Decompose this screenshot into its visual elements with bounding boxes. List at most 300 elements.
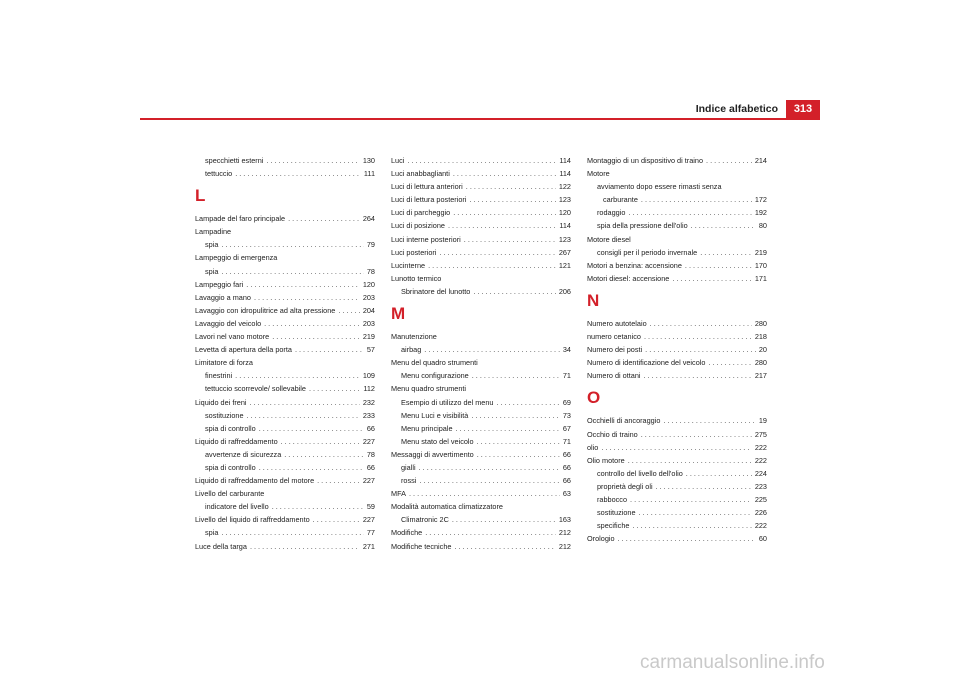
entry-page: 206 — [558, 286, 571, 296]
entry-term: spia — [205, 266, 219, 276]
index-entry — [195, 251, 375, 264]
entry-page: 227 — [362, 436, 375, 446]
entry-term: Luci di parcheggio — [391, 208, 451, 218]
index-entry — [587, 167, 767, 180]
entry-term: Levetta di apertura della porta — [195, 345, 292, 355]
entry-page: 66 — [562, 462, 571, 472]
entry-page: 171 — [754, 273, 767, 283]
entry-page: 192 — [754, 208, 767, 218]
dot-leader — [477, 448, 560, 461]
index-column-2 — [391, 154, 571, 553]
entry-term: spia della pressione dell'olio — [597, 221, 688, 231]
dot-leader — [254, 291, 360, 304]
entry-term: olio — [587, 442, 599, 452]
entry-term: avvertenze di sicurezza — [205, 449, 282, 459]
index-entry — [195, 513, 375, 526]
dot-leader — [453, 206, 556, 219]
index-entry — [587, 259, 767, 272]
entry-term: Lampade del faro principale — [195, 214, 286, 224]
entry-page: 267 — [558, 247, 571, 257]
dot-leader — [601, 441, 751, 454]
entry-term: spia di controllo — [205, 423, 256, 433]
entry-term: Lavaggio con idropulitrice ad alta pressione — [195, 305, 336, 315]
index-letter-heading: M — [391, 304, 406, 324]
dot-leader — [264, 317, 360, 330]
entry-page: 275 — [754, 429, 767, 439]
index-entry — [195, 343, 375, 356]
dot-leader — [419, 461, 560, 474]
entry-term: Menu configurazione — [401, 371, 469, 381]
dot-leader — [221, 265, 363, 278]
index-entry — [391, 259, 571, 272]
index-entry — [195, 396, 375, 409]
entry-page: 219 — [754, 247, 767, 257]
dot-leader — [295, 343, 364, 356]
index-entry — [391, 330, 571, 343]
index-entry — [195, 278, 375, 291]
header-title: Indice alfabetico — [695, 103, 778, 115]
dot-leader — [439, 246, 555, 259]
index-entry — [391, 382, 571, 395]
entry-term: sostituzione — [205, 410, 244, 420]
entry-page: 114 — [559, 169, 571, 179]
entry-term: Luce della targa — [195, 541, 247, 551]
index-subentry — [587, 467, 767, 480]
entry-page: 67 — [562, 423, 571, 433]
entry-page: 120 — [558, 208, 571, 218]
entry-page: 222 — [754, 455, 767, 465]
entry-page: 66 — [366, 462, 375, 472]
entry-page: 280 — [754, 358, 767, 368]
entry-term: Lavaggio a mano — [195, 292, 251, 302]
entry-page: 78 — [366, 266, 375, 276]
entry-page: 34 — [562, 345, 571, 355]
dot-leader — [650, 317, 752, 330]
entry-term: Motori a benzina: accensione — [587, 260, 682, 270]
index-entry — [391, 356, 571, 369]
dot-leader — [454, 540, 555, 553]
index-entry — [587, 428, 767, 441]
entry-page: 123 — [558, 234, 571, 244]
entry-page: 214 — [754, 156, 767, 165]
entry-term: Numero di identificazione del veicolo — [587, 358, 706, 368]
index-subentry — [195, 154, 375, 167]
entry-term: specchietti esterni — [205, 156, 264, 165]
index-entry — [587, 343, 767, 356]
index-subentry — [587, 206, 767, 219]
entry-page: 233 — [362, 410, 375, 420]
dot-leader — [641, 193, 752, 206]
index-entry — [587, 356, 767, 369]
entry-page: 122 — [558, 182, 571, 192]
index-subentry — [587, 506, 767, 519]
index-subentry — [587, 519, 767, 532]
entry-page: 212 — [558, 528, 571, 538]
dot-leader — [628, 206, 751, 219]
dot-leader — [628, 454, 752, 467]
entry-term: Menu del quadro strumenti — [391, 358, 478, 368]
entry-term: indicatore del livello — [205, 502, 269, 512]
entry-page: 112 — [363, 384, 375, 394]
entry-term: Numero di ottani — [587, 371, 641, 381]
dot-leader — [472, 369, 560, 382]
entry-page: 20 — [758, 345, 767, 355]
entry-page: 130 — [362, 156, 375, 165]
page-number: 313 — [786, 100, 820, 118]
dot-leader — [469, 193, 555, 206]
entry-page: 19 — [758, 416, 767, 426]
entry-term: Menu Luci e visibilità — [401, 410, 469, 420]
index-entry — [587, 414, 767, 427]
index-subentry — [195, 369, 375, 382]
entry-term: avviamento dopo essere rimasti senza — [597, 182, 722, 192]
entry-page: 57 — [366, 345, 375, 355]
index-entry — [391, 167, 571, 180]
dot-leader — [407, 154, 556, 167]
index-subentry — [391, 422, 571, 435]
entry-term: Messaggi di avvertimento — [391, 449, 474, 459]
entry-term: Luci di posizione — [391, 221, 445, 231]
entry-page: 71 — [562, 436, 571, 446]
dot-leader — [266, 154, 359, 167]
index-subentry — [391, 474, 571, 487]
entry-term: Luci di lettura posteriori — [391, 195, 467, 205]
entry-term: Modifiche — [391, 528, 423, 538]
entry-term: Orologio — [587, 534, 615, 544]
dot-leader — [471, 409, 560, 422]
entry-term: finestrini — [205, 371, 233, 381]
entry-term: Luci anabbaglianti — [391, 169, 450, 179]
entry-page: 203 — [362, 318, 375, 328]
dot-leader — [338, 304, 359, 317]
entry-page: 114 — [559, 156, 571, 165]
index-subentry — [391, 369, 571, 382]
index-entry — [391, 233, 571, 246]
dot-leader — [272, 500, 364, 513]
index-entry — [587, 441, 767, 454]
index-entry — [391, 526, 571, 539]
index-entry — [391, 219, 571, 232]
entry-term: Modalità automatica climatizzatore — [391, 502, 503, 512]
index-subentry — [587, 493, 767, 506]
index-entry — [195, 291, 375, 304]
entry-term: Manutenzione — [391, 332, 437, 342]
entry-page: 218 — [754, 332, 767, 342]
dot-leader — [663, 414, 755, 427]
index-entry — [195, 225, 375, 238]
index-subentry — [195, 461, 375, 474]
entry-term: Occhielli di ancoraggio — [587, 416, 661, 426]
dot-leader — [686, 467, 752, 480]
index-subentry — [587, 219, 767, 232]
index-subentry — [587, 180, 767, 193]
dot-leader — [428, 259, 556, 272]
dot-leader — [317, 474, 360, 487]
dot-leader — [313, 513, 360, 526]
index-entry — [391, 487, 571, 500]
dot-leader — [644, 369, 752, 382]
index-entry — [391, 154, 571, 167]
entry-term: Menu principale — [401, 423, 453, 433]
entry-page: 120 — [362, 279, 375, 289]
index-subentry — [195, 526, 375, 539]
entry-term: Motore — [587, 169, 610, 179]
dot-leader — [309, 382, 360, 395]
dot-leader — [424, 343, 560, 356]
index-subentry — [391, 409, 571, 422]
index-letter-heading: N — [587, 290, 600, 310]
index-column-1 — [195, 154, 375, 553]
dot-leader — [656, 480, 752, 493]
dot-leader — [288, 212, 360, 225]
dot-leader — [645, 343, 756, 356]
entry-term: Montaggio di un dispositivo di traino — [587, 156, 704, 165]
index-entry — [391, 500, 571, 513]
dot-leader — [247, 409, 360, 422]
entry-term: Sbrinatore del lunotto — [401, 286, 471, 296]
entry-term: Occhio di traino — [587, 429, 638, 439]
index-subentry — [391, 396, 571, 409]
index-entry — [391, 180, 571, 193]
dot-leader — [477, 435, 560, 448]
dot-leader — [448, 219, 556, 232]
dot-leader — [672, 272, 751, 285]
entry-term: tettuccio — [205, 169, 233, 179]
index-subentry — [195, 409, 375, 422]
entry-page: 73 — [562, 410, 571, 420]
entry-term: Motori diesel: accensione — [587, 273, 670, 283]
entry-term: consigli per il periodo invernale — [597, 247, 698, 257]
dot-leader — [259, 422, 364, 435]
index-subentry — [391, 461, 571, 474]
entry-page: 212 — [558, 541, 571, 551]
entry-term: rodaggio — [597, 208, 626, 218]
index-subentry — [195, 238, 375, 251]
entry-term: Esempio di utilizzo del menu — [401, 397, 494, 407]
index-subentry — [195, 382, 375, 395]
entry-term: proprietà degli oli — [597, 481, 653, 491]
entry-term: rossi — [401, 476, 417, 486]
entry-page: 271 — [362, 541, 375, 551]
entry-page: 163 — [558, 515, 571, 525]
dot-leader — [473, 285, 555, 298]
entry-page: 219 — [362, 332, 375, 342]
dot-leader — [221, 526, 363, 539]
index-entry — [587, 330, 767, 343]
entry-page: 204 — [362, 305, 375, 315]
entry-term: tettuccio scorrevole/ sollevabile — [205, 384, 306, 394]
dot-leader — [630, 493, 752, 506]
dot-leader — [618, 532, 756, 545]
entry-term: Liquido di raffreddamento — [195, 436, 278, 446]
entry-page: 264 — [362, 214, 375, 224]
index-entry — [195, 474, 375, 487]
index-entry — [195, 540, 375, 553]
index-entry — [391, 448, 571, 461]
dot-leader — [250, 540, 360, 553]
entry-page: 79 — [366, 240, 375, 250]
entry-page: 80 — [758, 221, 767, 231]
index-subentry — [195, 422, 375, 435]
index-entry — [587, 272, 767, 285]
index-subentry — [391, 435, 571, 448]
dot-leader — [425, 526, 556, 539]
entry-term: Numero dei posti — [587, 345, 643, 355]
entry-term: Modifiche tecniche — [391, 541, 452, 551]
entry-term: Luci di lettura anteriori — [391, 182, 463, 192]
dot-leader — [235, 369, 360, 382]
entry-term: Liquido dei freni — [195, 397, 247, 407]
entry-page: 69 — [562, 397, 571, 407]
entry-term: Lavaggio del veicolo — [195, 318, 262, 328]
entry-term: Menu quadro strumenti — [391, 384, 467, 394]
header-rule — [140, 118, 820, 120]
entry-page: 227 — [362, 476, 375, 486]
entry-page: 77 — [366, 528, 375, 538]
entry-page: 226 — [754, 508, 767, 518]
dot-leader — [419, 474, 559, 487]
entry-term: Lampadine — [195, 227, 232, 237]
index-entry — [391, 246, 571, 259]
entry-term: MFA — [391, 489, 406, 499]
entry-term: Lunotto termico — [391, 273, 442, 283]
entry-term: Lavori nel vano motore — [195, 332, 270, 342]
entry-term: Lampeggio fari — [195, 279, 244, 289]
index-entry — [391, 272, 571, 285]
dot-leader — [409, 487, 560, 500]
entry-page: 172 — [754, 195, 767, 205]
index-entry — [195, 317, 375, 330]
entry-term: spia — [205, 240, 219, 250]
dot-leader — [453, 167, 557, 180]
index-subentry — [391, 343, 571, 356]
index-entry — [391, 540, 571, 553]
dot-leader — [452, 513, 556, 526]
entry-term: Liquido di raffreddamento del motore — [195, 476, 315, 486]
index-entry — [195, 212, 375, 225]
index-entry — [587, 532, 767, 545]
entry-term: carburante — [603, 195, 638, 205]
entry-page: 224 — [754, 468, 767, 478]
index-subentry — [195, 500, 375, 513]
entry-page: 78 — [366, 449, 375, 459]
index-entry — [587, 454, 767, 467]
dot-leader — [691, 219, 756, 232]
entry-page: 121 — [558, 260, 571, 270]
dot-leader — [281, 435, 360, 448]
entry-page: 222 — [754, 521, 767, 531]
entry-term: Menu stato del veicolo — [401, 436, 474, 446]
index-subentry — [587, 193, 767, 206]
entry-term: airbag — [401, 345, 422, 355]
index-subentry — [391, 513, 571, 526]
entry-term: Olio motore — [587, 455, 625, 465]
entry-page: 123 — [558, 195, 571, 205]
entry-page: 227 — [362, 515, 375, 525]
dot-leader — [641, 428, 752, 441]
index-entry — [195, 487, 375, 500]
entry-page: 66 — [366, 423, 375, 433]
dot-leader — [466, 180, 556, 193]
entry-term: specifiche — [597, 521, 630, 531]
index-entry — [391, 206, 571, 219]
entry-term: rabbocco — [597, 494, 628, 504]
index-subentry — [391, 285, 571, 298]
dot-leader — [700, 246, 752, 259]
dot-leader — [259, 461, 364, 474]
entry-page: 203 — [362, 292, 375, 302]
index-entry — [587, 369, 767, 382]
index-entry — [195, 330, 375, 343]
entry-term: Luci interne posteriori — [391, 234, 461, 244]
entry-term: Lucinterne — [391, 260, 426, 270]
dot-leader — [464, 233, 556, 246]
entry-page: 280 — [754, 318, 767, 328]
dot-leader — [496, 396, 559, 409]
index-column-3 — [587, 154, 767, 545]
watermark: carmanualsonline.info — [640, 652, 825, 673]
dot-leader — [284, 448, 364, 461]
index-subentry — [195, 265, 375, 278]
entry-page: 232 — [362, 397, 375, 407]
entry-term: Livello del liquido di raffreddamento — [195, 515, 310, 525]
index-entry — [587, 317, 767, 330]
entry-term: numero cetanico — [587, 332, 641, 342]
index-entry — [391, 193, 571, 206]
index-subentry — [195, 448, 375, 461]
dot-leader — [708, 356, 751, 369]
dot-leader — [221, 238, 363, 251]
dot-leader — [685, 259, 752, 272]
entry-term: spia — [205, 528, 219, 538]
entry-term: Numero autotelaio — [587, 318, 647, 328]
entry-page: 59 — [366, 502, 375, 512]
dot-leader — [706, 154, 752, 167]
index-entry — [587, 154, 767, 167]
index-subentry — [587, 246, 767, 259]
entry-page: 71 — [562, 371, 571, 381]
entry-page: 222 — [754, 442, 767, 452]
dot-leader — [639, 506, 752, 519]
index-letter-heading: O — [587, 388, 601, 408]
index-subentry — [195, 167, 375, 180]
entry-page: 66 — [562, 476, 571, 486]
entry-page: 223 — [754, 481, 767, 491]
entry-page: 170 — [754, 260, 767, 270]
index-subentry — [587, 480, 767, 493]
dot-leader — [456, 422, 560, 435]
index-letter-heading: L — [195, 186, 206, 206]
index-entry — [195, 435, 375, 448]
dot-leader — [644, 330, 752, 343]
entry-page: 217 — [754, 371, 767, 381]
dot-leader — [246, 278, 360, 291]
entry-page: 225 — [754, 494, 767, 504]
entry-term: Climatronic 2C — [401, 515, 449, 525]
entry-term: Luci posteriori — [391, 247, 437, 257]
dot-leader — [632, 519, 751, 532]
index-entry — [195, 356, 375, 369]
entry-term: controllo del livello dell'olio — [597, 468, 683, 478]
entry-term: Motore diesel — [587, 234, 631, 244]
entry-term: Lampeggio di emergenza — [195, 253, 278, 263]
entry-term: spia di controllo — [205, 462, 256, 472]
entry-term: gialli — [401, 462, 416, 472]
entry-page: 63 — [562, 489, 571, 499]
entry-page: 66 — [562, 449, 571, 459]
entry-page: 111 — [363, 169, 375, 179]
dot-leader — [250, 396, 360, 409]
